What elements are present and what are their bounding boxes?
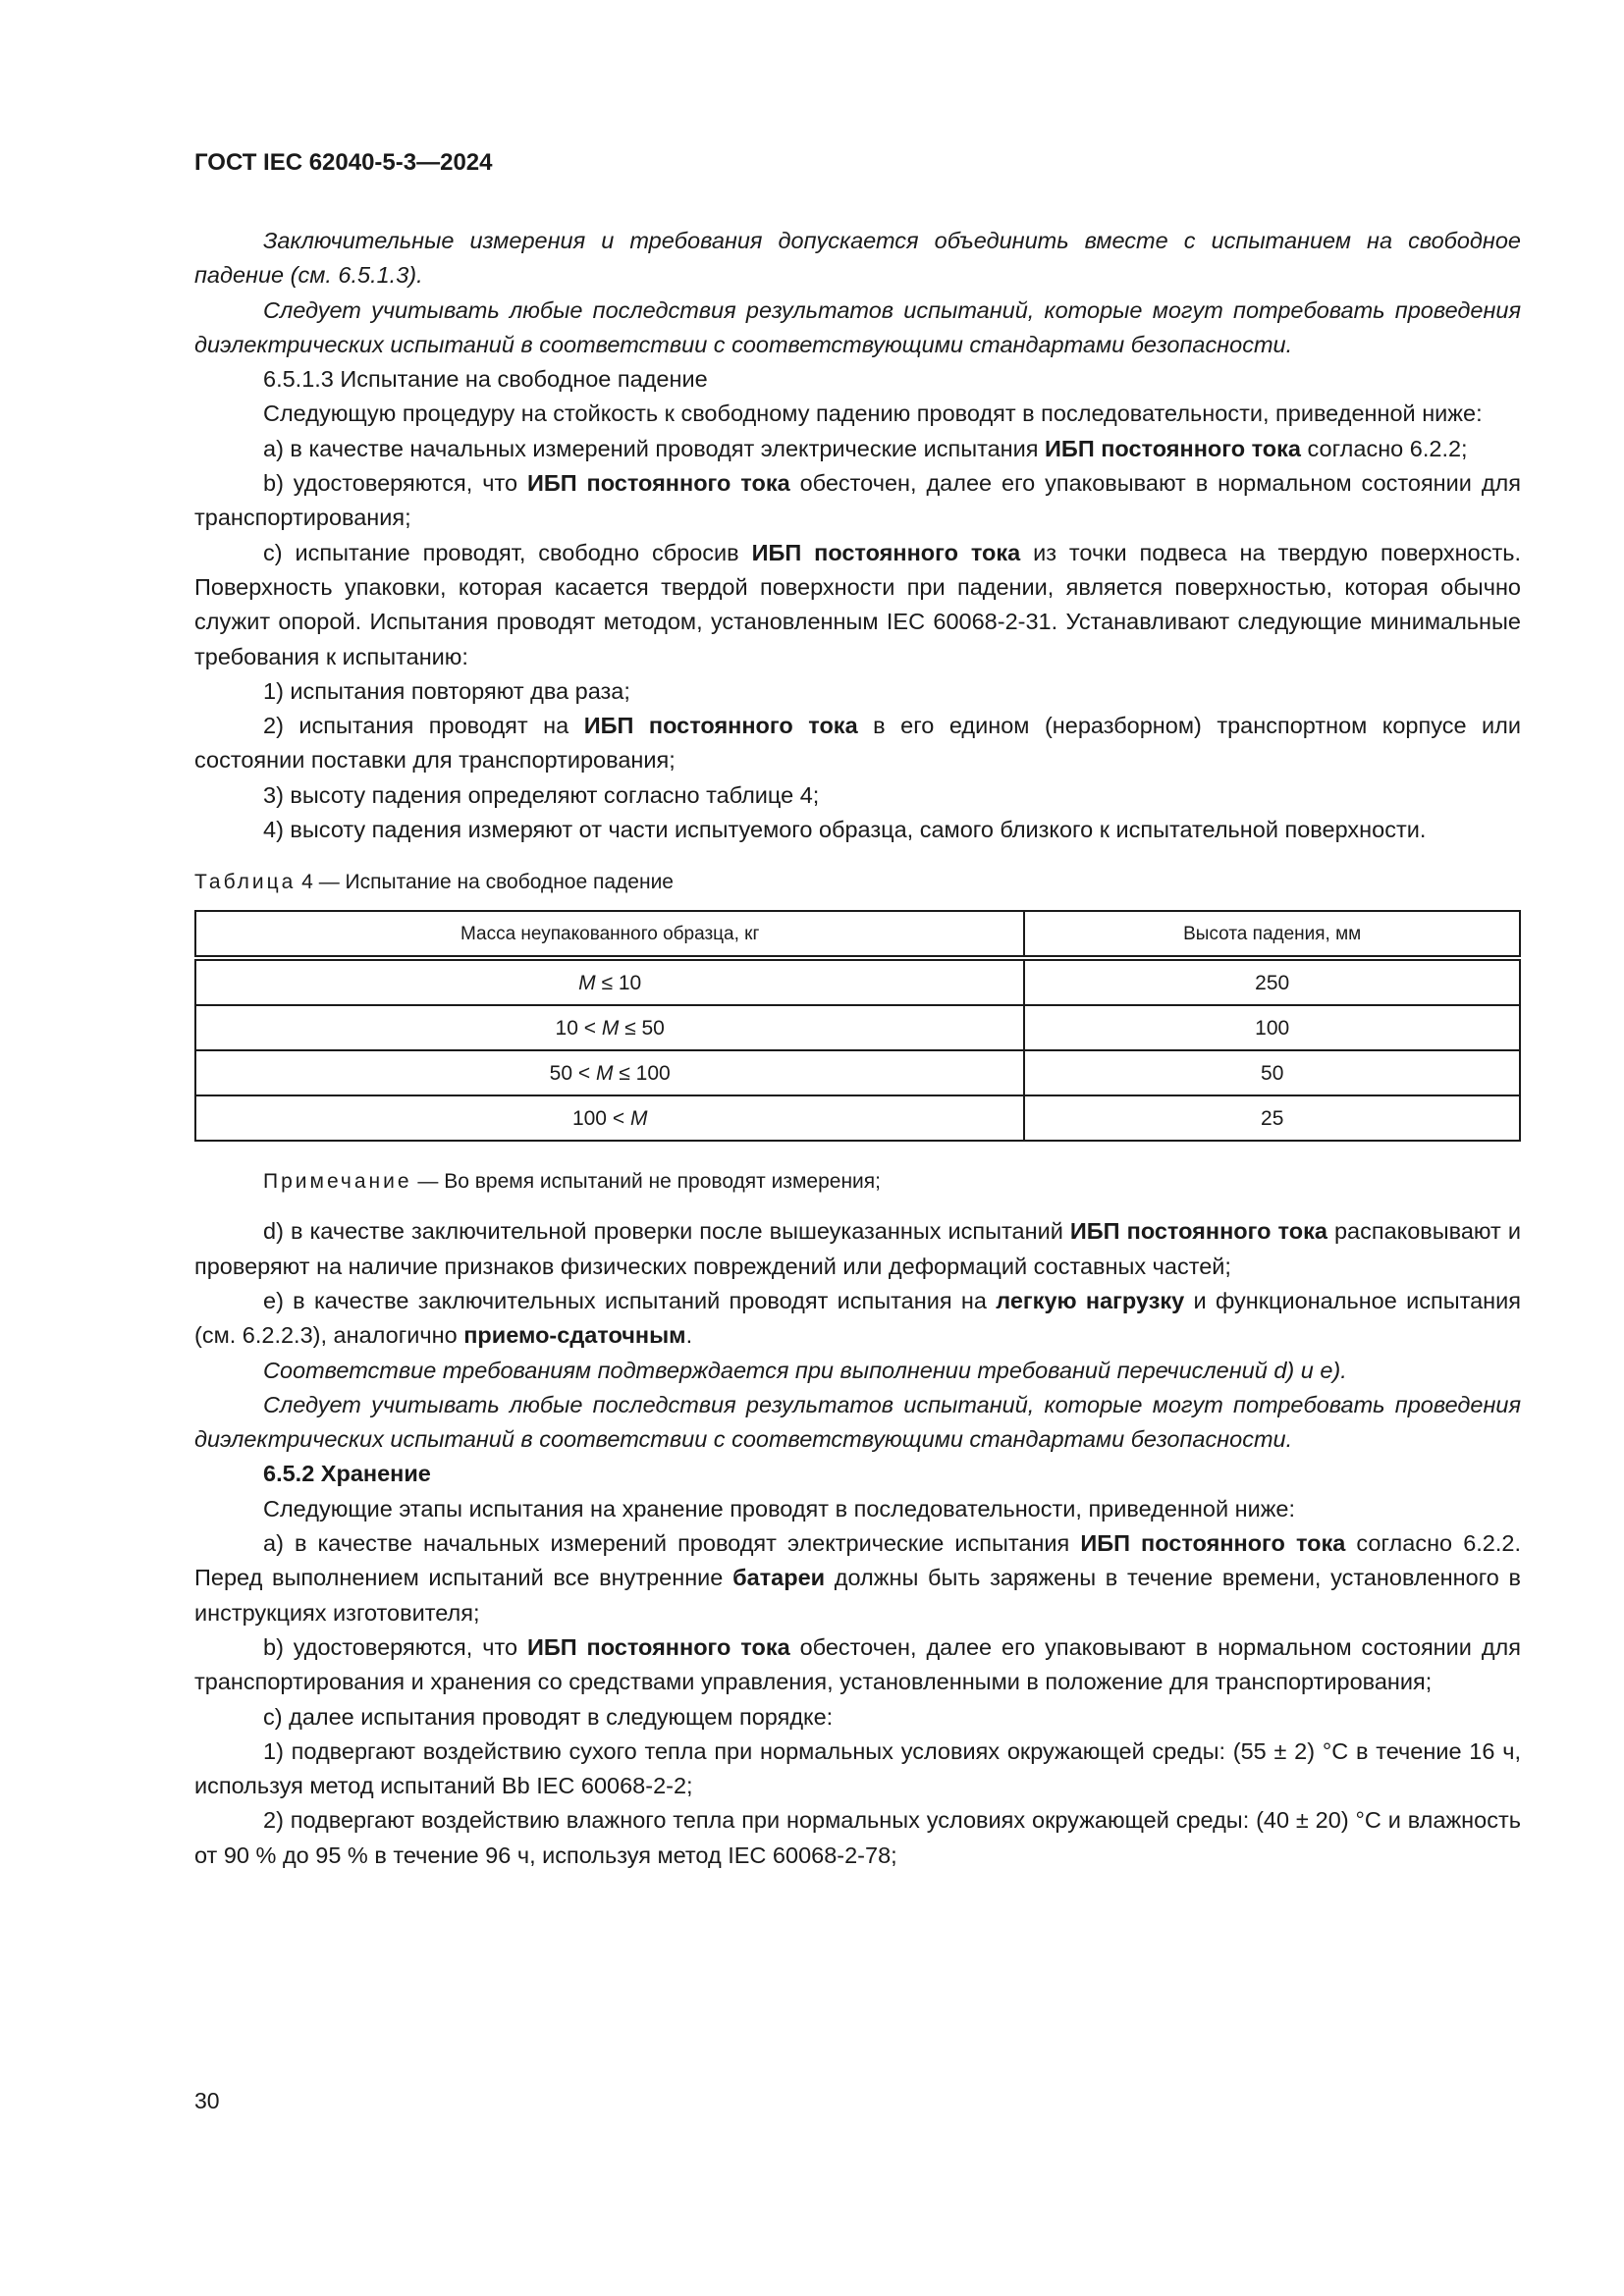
mass-cell: 10 < M ≤ 50 <box>195 1005 1024 1050</box>
column-header-mass: Масса неупакованного образца, кг <box>195 911 1024 958</box>
list-item-c3: 3) высоту падения определяют согласно таблице 4; <box>263 781 820 808</box>
paragraph-final-measurements: Заключительные измерения и требования допускается объединить вместе с испытанием на свободное падение (см. 6.5.1.3). <box>194 228 1521 289</box>
drop-test-table <box>194 910 1521 1142</box>
table-row <box>195 1005 1520 1050</box>
list-item-a: а) в качестве начальных измерений проводят электрические испытания ИБП постоянного тока согласно 6.2.2; <box>263 435 1468 461</box>
height-cell: 50 <box>1024 1050 1520 1095</box>
section-heading-6-5-2: 6.5.2 Хранение <box>263 1461 431 1487</box>
list-item-e: е) в качестве заключительных испытаний проводят испытания на легкую нагрузку и функциональное испытания (см. 6.2.2.3), аналогично приемо-сдаточным. <box>194 1287 1522 1349</box>
paragraph-storage-intro: Следующие этапы испытания на хранение проводят в последовательности, приведенной ниже: <box>263 1495 1296 1522</box>
table-header-row <box>195 911 1520 958</box>
storage-item-c1: 1) подвергают воздействию сухого тепла при нормальных условиях окружающей среды: (55 ± 2) °С в течение 16 ч, используя метод испытаний Bb IEC 60068-2-2; <box>194 1737 1521 1799</box>
standard-title: ГОСТ IEC 62040-5-3—2024 <box>194 149 493 176</box>
paragraph-conformity: Соответствие требованиям подтверждается при выполнении требований перечислений d) и е). <box>263 1357 1347 1383</box>
page-number: 30 <box>194 2088 220 2113</box>
height-cell: 250 <box>1024 958 1520 1005</box>
table-row <box>195 1050 1520 1095</box>
table-caption: Таблица 4 — Испытание на свободное падение <box>194 871 674 894</box>
table-note: Примечание — Во время испытаний не проводят измерения; <box>263 1170 881 1194</box>
mass-cell: 50 < M ≤ 100 <box>195 1050 1024 1095</box>
list-item-c2: 2) испытания проводят на ИБП постоянного тока в его едином (неразборном) транспортном корпусе или состоянии поставки для транспортирования; <box>194 713 1521 774</box>
column-header-height: Высота падения, мм <box>1024 911 1520 958</box>
table-row <box>195 1095 1520 1141</box>
storage-item-c2: 2) подвергают воздействию влажного тепла при нормальных условиях окружающей среды: (40 ± 20) °С и влажность от 90 % до 95 % в течение 96 ч, используя метод IEC 60068-2-78; <box>194 1807 1521 1868</box>
storage-item-b: b) удостоверяются, что ИБП постоянного тока обесточен, далее его упаковывают в нормальном состоянии для транспортирования и хранения со средствами управления, установленными в положение для транспортирования; <box>194 1633 1521 1695</box>
mass-cell: M ≤ 10 <box>195 958 1024 1005</box>
storage-item-c: с) далее испытания проводят в следующем порядке: <box>263 1703 834 1730</box>
height-cell: 100 <box>1024 1005 1520 1050</box>
paragraph-procedure-intro: Следующую процедуру на стойкость к свободному падению проводят в последовательности, приведенной ниже: <box>263 400 1483 427</box>
paragraph-dielectric-note: Следует учитывать любые последствия результатов испытаний, которые могут потребовать проведения диэлектрических испытаний в соответствии с соответствующими стандартами безопасности. <box>194 296 1521 357</box>
list-item-c4: 4) высоту падения измеряют от части испытуемого образца, самого близкого к испытательной поверхности. <box>263 817 1427 843</box>
storage-item-a: а) в качестве начальных измерений проводят электрические испытания ИБП постоянного тока согласно 6.2.2. Перед выполнением испытаний все внутренние батареи должны быть заряжены в течение времени, установленного в инструкциях изготовителя; <box>194 1530 1521 1626</box>
list-item-b: b) удостоверяются, что ИБП постоянного тока обесточен, далее его упаковывают в нормальном состоянии для транспортирования; <box>194 470 1521 531</box>
mass-cell: 100 < M <box>195 1095 1024 1141</box>
list-item-c: с) испытание проводят, свободно сбросив ИБП постоянного тока из точки подвеса на твердую поверхность. Поверхность упаковки, которая касается твердой поверхности при падении, является поверхностью, которая обычно служит опорой. Испытания проводят методом, установленным IEC 60068-2-31. Устанавливают следующие минимальные требования к испытанию: <box>194 539 1521 669</box>
section-heading-6-5-1-3: 6.5.1.3 Испытание на свободное падение <box>263 366 708 393</box>
height-cell: 25 <box>1024 1095 1520 1141</box>
list-item-d: d) в качестве заключительной проверки после вышеуказанных испытаний ИБП постоянного тока распаковывают и проверяют на наличие признаков физических повреждений или деформаций составных частей; <box>194 1218 1521 1279</box>
page-content <box>194 224 1521 1873</box>
list-item-c1: 1) испытания повторяют два раза; <box>263 677 630 704</box>
table-row <box>195 958 1520 1005</box>
paragraph-dielectric-note-2: Следует учитывать любые последствия результатов испытаний, которые могут потребовать проведения диэлектрических испытаний в соответствии с соответствующими стандартами безопасности. <box>194 1391 1521 1453</box>
